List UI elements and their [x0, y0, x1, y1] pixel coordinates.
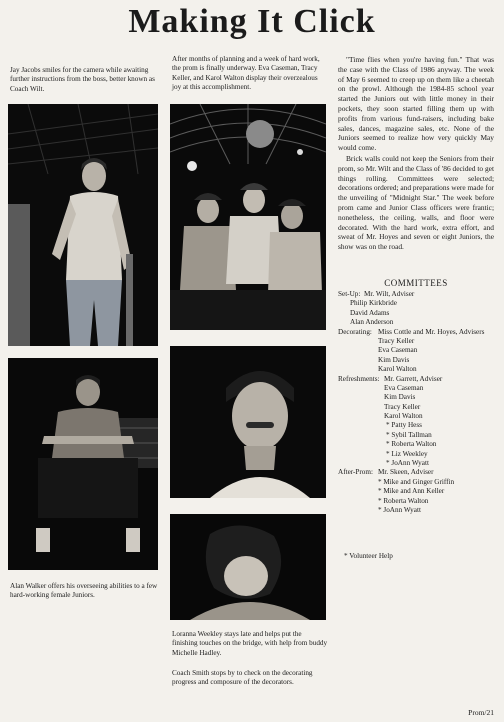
member-name: Tracy Keller [378, 336, 415, 345]
body-paragraph-2: Brick walls could not keep the Seniors from their prom, so Mr. Wilt and the Class of '86 decided to get things rolling. Committees were selected; decorations ordered; and preparations were made for the unveiling of "Midnight Star." The week before prom came and Junior Class officers were frantic; nonetheless, the ceiling, walls, and floor were decorated. With the hard work, extra effort, and sweat of Mr. Hoyes and seven or eight Juniors, the show was on the road. [338, 154, 494, 252]
list-item [338, 309, 498, 318]
list-item [338, 346, 498, 355]
photo-alan-walker [8, 358, 158, 570]
list-item [338, 318, 498, 327]
member-name: Kim Davis [378, 355, 410, 364]
volunteer-footnote: * Volunteer Help [344, 552, 393, 560]
member-name: Alan Anderson [350, 318, 394, 327]
committee-adviser: Miss Cottle and Mr. Hoyes, Advisers [378, 327, 485, 336]
caption-jay: Jay Jacobs smiles for the camera while awaiting further instructions from the boss, better known as Coach Wilt. [10, 66, 155, 93]
committee-label: Decorating: [338, 327, 372, 336]
list-item [338, 299, 498, 308]
list-item [338, 440, 498, 449]
member-name: Kim Davis [384, 393, 416, 402]
list-item [338, 431, 498, 440]
member-name: Eva Caseman [378, 346, 418, 355]
caption-alan: Alan Walker offers his overseeing abilities to a few hard-working female Juniors. [10, 582, 158, 600]
member-name: * Sybil Tallman [386, 430, 432, 439]
member-name: * JoAnn Wyatt [378, 505, 421, 514]
committee-adviser: Mr. Skeen, Adviser [378, 468, 434, 477]
committees-list [338, 290, 498, 515]
member-name: David Adams [350, 308, 390, 317]
page-title: Making It Click [128, 3, 376, 40]
committee-label: After-Prom: [338, 468, 373, 477]
committee-adviser: Mr. Wilt, Adviser [364, 290, 415, 298]
list-item [338, 506, 498, 515]
list-item [338, 337, 498, 346]
committee-adviser: Mr. Garrett, Adviser [384, 374, 443, 383]
member-name: Karol Walton [378, 365, 417, 374]
body-paragraph-1: "Time flies when you're having fun." That was the case with the Class of 1986 anyway. The week of May 6 seemed to creep up on them like a cheetah on the prowl. Although the 1984-85 school year started the Juniors out with little money in their pockets, they soon started filling them up with profits from various fund-raisers, including bake sales, dances, magazine sales, etc. None of the Juniors seemed to realize how very quickly May would come. [338, 55, 494, 153]
member-name: * Mike and Ann Keller [378, 487, 445, 496]
committee-label: Set-Up: [338, 290, 361, 298]
caption-coach: Coach Smith stops by to check on the decorating progress and composure of the decorators. [172, 669, 313, 687]
list-item [338, 478, 498, 487]
member-name: * Roberta Walton [386, 440, 437, 449]
member-name: Eva Caseman [384, 383, 424, 392]
list-item [338, 459, 498, 468]
member-name: Karol Walton [384, 412, 423, 421]
list-item [338, 487, 498, 496]
list-item [338, 497, 498, 506]
committees-heading: COMMITTEES [384, 278, 448, 288]
photo-prom-decorators [170, 104, 326, 330]
list-item [338, 393, 498, 402]
member-name: Philip Kirkbride [350, 299, 397, 308]
list-item [338, 365, 498, 374]
committee-label: Refreshments: [338, 374, 380, 383]
member-name: Tracy Keller [384, 402, 421, 411]
caption-loranna: Loranna Weekley stays late and helps put the finishing touches on the bridge, with help from buddy Michelle Hadley. [172, 630, 328, 657]
photo-coach-smith [170, 346, 326, 498]
member-name: * Patty Hess [386, 421, 422, 430]
committee-after-prom [338, 468, 498, 477]
member-name: * Mike and Ginger Griffin [378, 477, 455, 486]
photo-loranna-weekley [170, 514, 326, 620]
list-item [338, 403, 498, 412]
committee-refreshments [338, 375, 498, 384]
list-item [338, 421, 498, 430]
committee-setup [338, 290, 498, 299]
photo-jay-jacobs [8, 104, 158, 346]
caption-prom: After months of planning and a week of hard work, the prom is finally underway. Eva Caseman, Tracy Keller, and Karol Walton display their overzealous joy at this accomplishment. [172, 55, 320, 92]
committee-decorating [338, 328, 498, 337]
member-name: * Liz Weekley [386, 449, 428, 458]
member-name: * Roberta Walton [378, 496, 429, 505]
page-number: Prom/21 [468, 708, 494, 717]
list-item [338, 450, 498, 459]
member-name: * JoAnn Wyatt [386, 459, 429, 468]
list-item [338, 384, 498, 393]
list-item [338, 356, 498, 365]
list-item [338, 412, 498, 421]
